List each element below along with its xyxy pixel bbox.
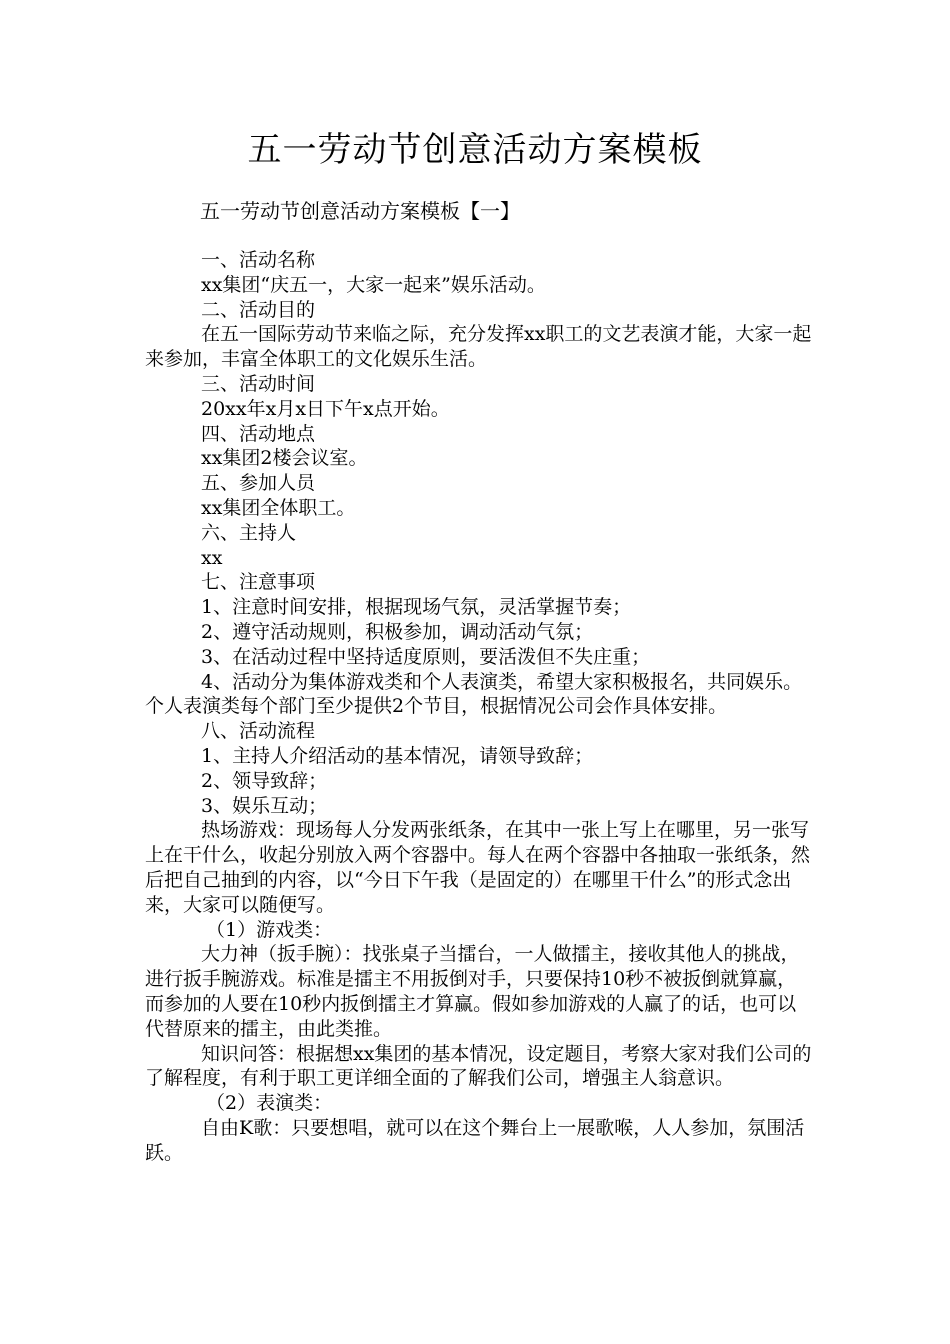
- paragraph-activity-purpose: 在五一国际劳动节来临之际，充分发挥xx职工的文艺表演才能，大家一起来参加，丰富全体职工的文化娱乐生活。: [145, 323, 812, 371]
- subheading-performances: （2）表演类：: [206, 1092, 333, 1115]
- paragraph-activity-time: 20xx年x月x日下午x点开始。: [201, 397, 450, 420]
- heading-host: 六、主持人: [201, 521, 297, 544]
- paragraph-activity-location: xx集团2楼会议室。: [201, 447, 368, 470]
- paragraph-activity-name: xx集团“庆五一，大家一起来”娱乐活动。: [201, 273, 546, 296]
- heading-participants: 五、参加人员: [201, 472, 316, 495]
- note-item-3: 3、在活动过程中坚持适度原则，要活泼但不失庄重；: [201, 645, 651, 668]
- paragraph-quiz: 知识问答：根据想xx集团的基本情况，设定题目，考察大家对我们公司的了解程度，有利于职工更详细全面的了解我们公司，增强主人翁意识。: [145, 1042, 812, 1090]
- paragraph-arm-wrestling: 大力神（扳手腕）：找张桌子当擂台，一人做擂主，接收其他人的挑战，进行扳手腕游戏。标准是擂主不用扳倒对手，只要保持10秒不被扳倒就算赢，而参加的人要在10秒内扳倒擂主才算赢。假如参加游戏的人赢了的话，也可以代替原来的擂主，由此类推。: [145, 943, 800, 1040]
- section-subtitle: 五一劳动节创意活动方案模板【一】: [200, 199, 520, 223]
- subheading-games: （1）游戏类：: [206, 918, 333, 941]
- document-body: [145, 248, 815, 1165]
- heading-activity-time: 三、活动时间: [201, 372, 316, 395]
- document-title: 五一劳动节创意活动方案模板: [247, 130, 703, 170]
- heading-activity-name: 一、活动名称: [201, 249, 316, 271]
- flow-item-1: 1、主持人介绍活动的基本情况，请领导致辞；: [201, 744, 594, 767]
- heading-activity-purpose: 二、活动目的: [201, 298, 316, 321]
- flow-item-3: 3、娱乐互动；: [201, 794, 328, 817]
- note-item-2: 2、遵守活动规则，积极参加，调动活动气氛；: [201, 620, 594, 643]
- paragraph-karaoke: 自由K歌：只要想唱，就可以在这个舞台上一展歌喉，人人参加，氛围活跃。: [145, 1116, 805, 1164]
- heading-activity-flow: 八、活动流程: [201, 720, 316, 743]
- note-item-4: 4、活动分为集体游戏类和个人表演类，希望大家积极报名，共同娱乐。个人表演类每个部门至少提供2个节目，根据情况公司会作具体安排。: [145, 670, 803, 718]
- paragraph-participants: xx集团全体职工。: [201, 496, 356, 519]
- paragraph-warmup-game: 热场游戏：现场每人分发两张纸条，在其中一张上写上在哪里，另一张写上在干什么，收起分别放入两个容器中。每人在两个容器中各抽取一张纸条，然后把自己抽到的内容，以“今日下午我（是固定的）在哪里干什么”的形式念出来，大家可以随便写。: [145, 819, 811, 916]
- heading-activity-location: 四、活动地点: [201, 422, 316, 445]
- paragraph-host: xx: [201, 546, 223, 569]
- flow-item-2: 2、领导致辞；: [201, 769, 328, 792]
- heading-notes: 七、注意事项: [201, 571, 316, 594]
- note-item-1: 1、注意时间安排，根据现场气氛，灵活掌握节奏；: [201, 596, 632, 619]
